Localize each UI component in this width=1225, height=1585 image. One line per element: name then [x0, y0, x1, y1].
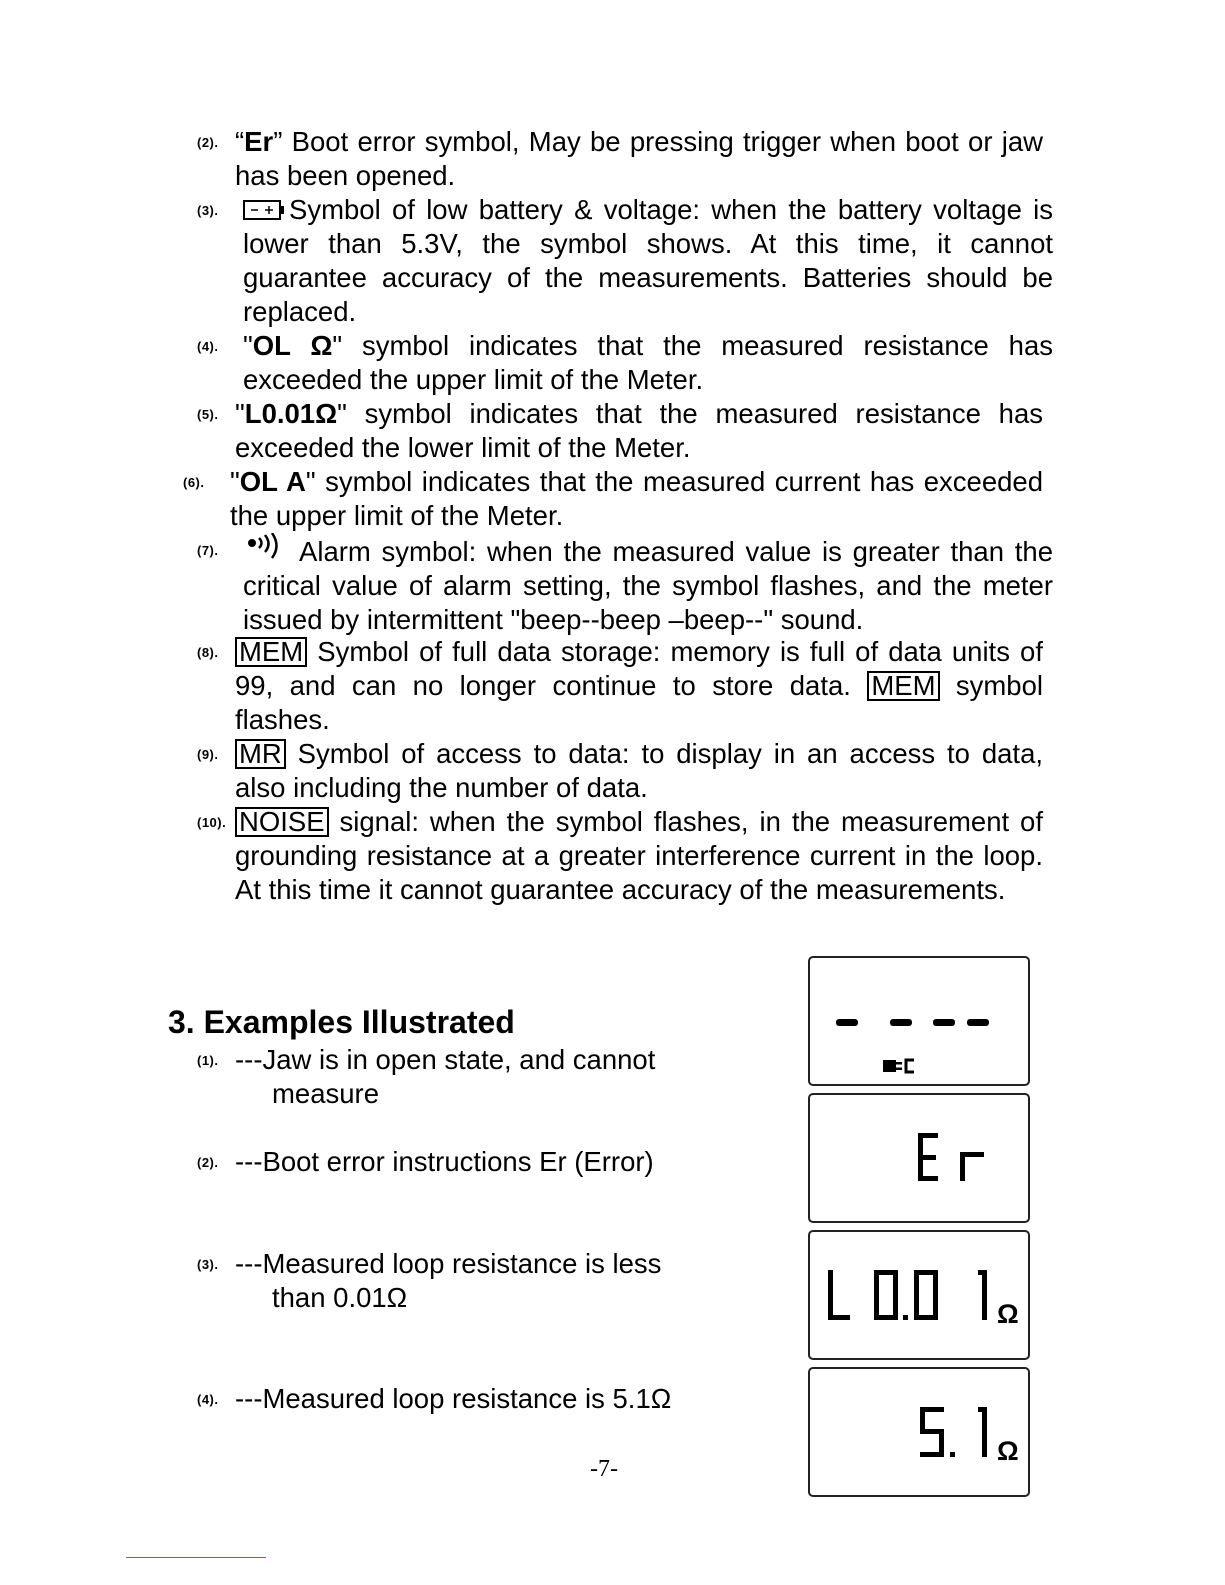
lcd-display-jaw-open — [808, 956, 1030, 1086]
battery-icon — [243, 194, 285, 214]
quote-open: " — [230, 466, 240, 497]
item-mem — [235, 635, 1043, 737]
example-text: ---Measured loop resistance is 5.1Ω — [235, 1383, 672, 1414]
item-number: (4). — [197, 339, 219, 354]
mr-symbol-box: MR — [235, 739, 286, 769]
example-number: (2). — [197, 1155, 219, 1170]
example-text: ---Measured loop resistance is less — [235, 1248, 662, 1279]
item-ol-ohm — [243, 329, 1053, 397]
item-text: " symbol indicates that the measured resistance has exceeded the lower limit of the Meter. — [235, 398, 1043, 463]
page-number: -7- — [590, 1456, 618, 1482]
item-text: Symbol of low battery & voltage: when the battery voltage is lower than 5.3V, the symbol shows. At this time, it cannot guarantee accuracy of the measurements. Batteries should be replaced. — [243, 194, 1053, 327]
item-mr — [235, 737, 1043, 805]
quote-open: " — [235, 398, 245, 429]
example-text: ---Jaw is in open state, and cannot — [235, 1044, 656, 1075]
alarm-icon — [243, 533, 289, 567]
item-text: Alarm symbol: when the measured value is greater than the critical value of alarm setting, the symbol flashes, and the meter issued by intermittent "beep--beep –beep--" sound. — [243, 536, 1053, 635]
ol-ohm-symbol-text: OL Ω — [252, 330, 333, 361]
noise-symbol-box: NOISE — [235, 807, 329, 837]
lcd-unit-ohm: Ω — [997, 1436, 1019, 1466]
item-l001 — [235, 397, 1043, 465]
item-number: (8). — [197, 645, 219, 660]
mem-symbol-box: MEM — [867, 671, 939, 701]
lcd-display-l001 — [808, 1230, 1030, 1360]
item-text: Symbol of access to data: to display in an access to data, also including the number of data. — [235, 738, 1043, 803]
item-number: (3). — [197, 203, 219, 218]
item-noise — [235, 805, 1043, 907]
example-text: measure — [272, 1078, 379, 1109]
quote-open: " — [243, 330, 253, 361]
example-boot-error — [235, 1145, 755, 1179]
item-er — [235, 125, 1043, 193]
er-symbol-text: Er — [244, 126, 274, 157]
item-text: Symbol of full data storage: memory is full of data units of 99, and can no longer continue to store data. — [235, 636, 1043, 701]
lcd-unit-ohm: Ω — [997, 1299, 1019, 1329]
item-number: (5). — [197, 407, 219, 422]
quote-open: “ — [235, 126, 245, 157]
example-jaw-open — [235, 1043, 755, 1111]
section-heading: 3. Examples Illustrated — [168, 1004, 515, 1040]
mem-symbol-box: MEM — [235, 637, 307, 667]
item-number: (10). — [197, 815, 227, 830]
item-number: (2). — [197, 135, 219, 150]
ol-a-symbol-text: OL A — [239, 466, 306, 497]
example-text: ---Boot error instructions Er (Error) — [235, 1146, 654, 1177]
item-alarm — [243, 533, 1053, 637]
item-number: (7). — [197, 543, 219, 558]
l001-symbol-text: L0.01Ω — [244, 398, 338, 429]
example-number: (4). — [197, 1392, 219, 1407]
example-low-resistance — [235, 1247, 755, 1315]
item-number: (6). — [183, 475, 205, 490]
item-text: " symbol indicates that the measured current has exceeded the upper limit of the Meter. — [230, 466, 1044, 531]
example-5-1-ohm — [235, 1382, 755, 1416]
lcd-5-1-glyph — [920, 1407, 987, 1457]
lcd-display-er — [808, 1093, 1030, 1223]
example-number: (3). — [197, 1257, 219, 1272]
item-number: (9). — [197, 747, 219, 762]
lcd-er-glyph — [918, 1133, 984, 1181]
jaw-open-icon — [883, 1060, 914, 1072]
lcd-dashes — [836, 1019, 989, 1026]
lcd-l001-glyph — [828, 1270, 987, 1320]
item-ol-a — [230, 465, 1043, 533]
item-battery — [243, 193, 1053, 329]
footnote-divider — [126, 1557, 266, 1558]
item-text: " symbol indicates that the measured resistance has exceeded the upper limit of the Meter. — [243, 330, 1053, 395]
item-text: symbol flashes. — [235, 670, 1044, 735]
item-text: signal: when the symbol flashes, in the measurement of grounding resistance at a greater interference current in the loop. At this time it cannot guarantee accuracy of the measurements. — [235, 806, 1043, 905]
example-number: (1). — [197, 1053, 219, 1068]
lcd-display-5-1 — [808, 1367, 1030, 1497]
example-text: than 0.01Ω — [272, 1282, 408, 1313]
item-text: ” Boot error symbol, May be pressing trigger when boot or jaw has been opened. — [235, 126, 1043, 191]
